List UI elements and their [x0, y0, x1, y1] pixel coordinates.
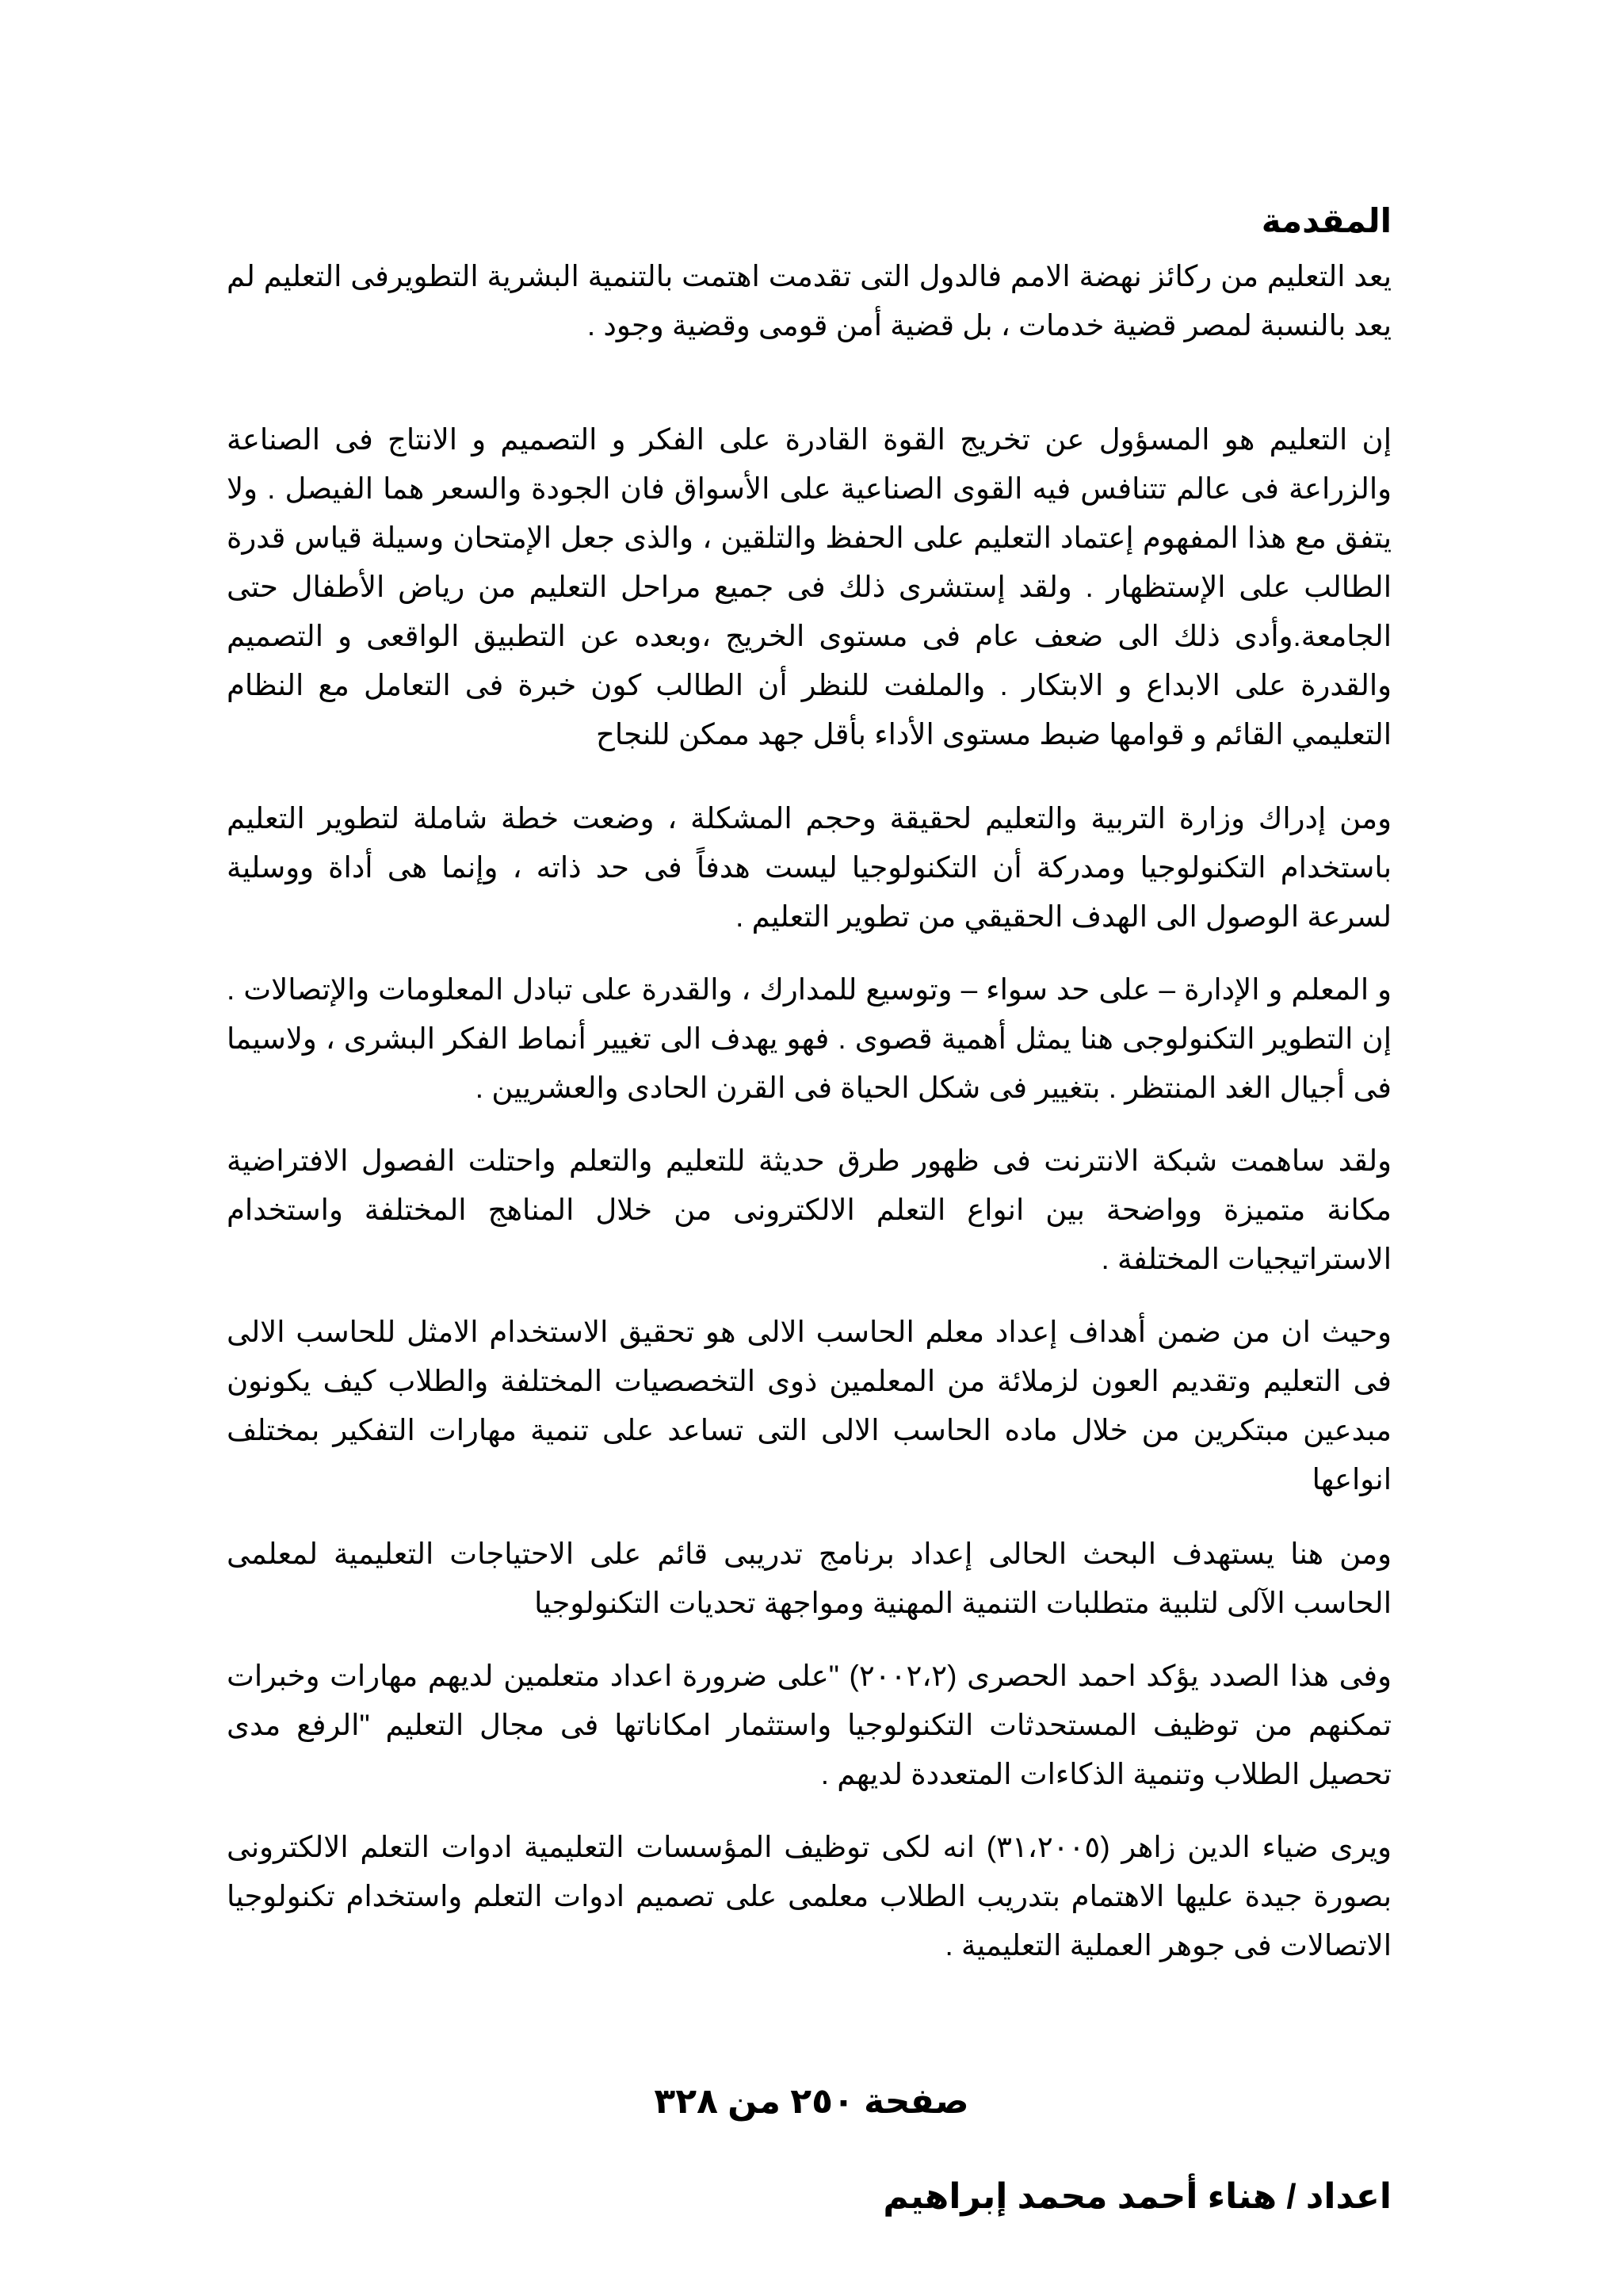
paragraph-4: و المعلم و الإدارة – على حد سواء – وتوسيع للمدارك ، والقدرة على تبادل المعلومات والإتصالات . إن التطوير التكنولوجى هنا يمثل أهمية قصوى . فهو يهدف الى تغيير أنماط الفكر البشرى ، ولاسيما فى أجيال الغد المنتظر . بتغيير فى شكل الحياة فى القرن الحادى والعشريين . [227, 973, 1392, 1104]
paragraph-5: ولقد ساهمت شبكة الانترنت فى ظهور طرق حديثة للتعليم والتعلم واحتلت الفصول الافتراضية مكانة متميزة وواضحة بين انواع التعلم الالكترونى من خلال المناهج المختلفة واستخدام الاستراتيجيات المختلفة . [227, 1144, 1392, 1275]
page-number: صفحة ٢٥٠ من ٣٢٨ [654, 2082, 969, 2121]
paragraph-8: وفى هذا الصدد يؤكد احمد الحصرى (٢٠٠٢،٢) "على ضرورة اعداد متعلمين لديهم مهارات وخبرات تمكنهم من توظيف المستحدثات التكنولوجيا واستثمار امكاناتها فى مجال التعليم "الرفع مدى تحصيل الطلاب وتنمية الذكاءات المتعددة لديهم . [227, 1660, 1392, 1790]
section-heading: المقدمة [1261, 202, 1392, 239]
paragraph-3: ومن إدراك وزارة التربية والتعليم لحقيقة وحجم المشكلة ، وضعت خطة شاملة لتطوير التعليم باستخدام التكنولوجيا ومدركة أن التكنولوجيا ليست هدفاً فى حد ذاته ، وإنما هى أداة ووسلية لسرعة الوصول الى الهدف الحقيقي من تطوير التعليم . [227, 802, 1392, 933]
paragraph-9: ويرى ضياء الدين زاهر (٣١،٢٠٠٥) انه لكى توظيف المؤسسات التعليمية ادوات التعلم الالكترونى بصورة جيدة عليها الاهتمام بتدريب الطلاب معلمى على تصميم ادوات التعلم واستخدام تكنولوجيا الاتصالات فى جوهر العملية التعليمية . [227, 1831, 1392, 1962]
paragraph-1: يعد التعليم من ركائز نهضة الامم فالدول التى تقدمت اهتمت بالتنمية البشرية التطويرفى التعليم لم يعد بالنسبة لمصر قضية خدمات ، بل قضية أمن قومى وقضية وجود . [227, 260, 1392, 342]
paragraph-2: إن التعليم هو المسؤول عن تخريج القوة القادرة على الفكر و التصميم و الانتاج فى الصناعة والزراعة فى عالم تتنافس فيه القوى الصناعية على الأسواق فان الجودة والسعر هما الفيصل . ولا يتفق مع هذا المفهوم إعتماد التعليم على الحفظ والتلقين ، والذى جعل الإمتحان وسيلة قياس قدرة الطالب على الإستظهار . ولقد إستشرى ذلك فى جميع مراحل التعليم من رياض الأطفال حتى الجامعة.وأدى ذلك الى ضعف عام فى مستوى الخريج ،وبعده عن التطبيق الواقعى و التصميم والقدرة على الابداع و الابتكار . والملفت للنظر أن الطالب كون خبرة فى التعامل مع النظام التعليمي القائم و قوامها ضبط مستوى الأداء بأقل جهد ممكن للنجاح [227, 423, 1392, 751]
author-credit: اعداد / هناء أحمد محمد إبراهيم [883, 2177, 1392, 2216]
paragraph-6: وحيث ان من ضمن أهداف إعداد معلم الحاسب الالى هو تحقيق الاستخدام الامثل للحاسب الالى فى التعليم وتقديم العون لزملائة من المعلمين ذوى التخصصيات المختلفة والطلاب كيف يكونون مبدعين مبتكرين من خلال ماده الحاسب الالى التى تساعد على تنمية مهارات التفكير بمختلف انواعها [227, 1316, 1392, 1496]
paragraph-7: ومن هنا يستهدف البحث الحالى إعداد برنامج تدريبى قائم على الاحتياجات التعليمية لمعلمى الحاسب الآلى لتلبية متطلبات التنمية المهنية ومواجهة تحديات التكنولوجيا [227, 1538, 1392, 1619]
